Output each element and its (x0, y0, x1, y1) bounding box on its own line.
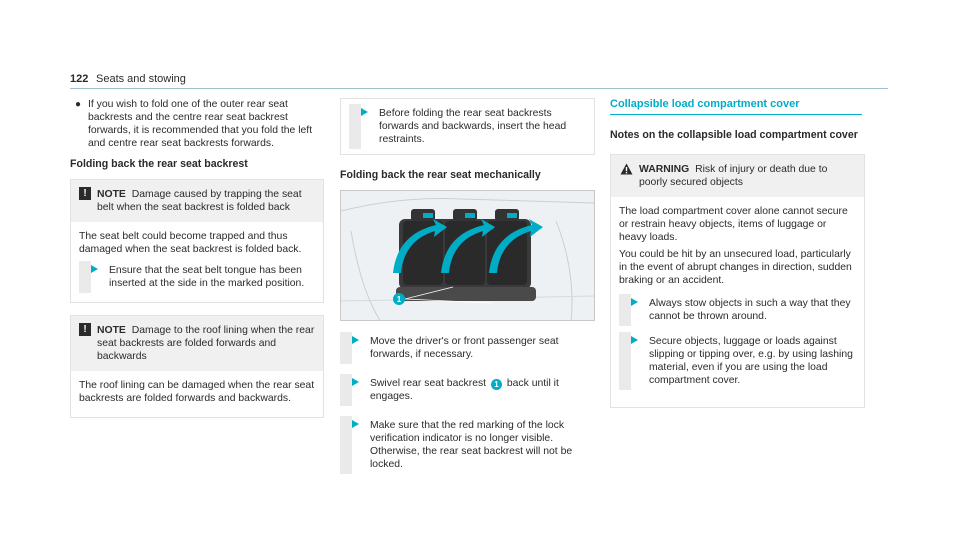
warning-body (611, 197, 864, 407)
exclamation-icon: ! (79, 187, 91, 200)
instruction-step (340, 335, 595, 361)
note-title: Damage to the roof lining when the rear seat backrests are folded forwards and backwards (97, 325, 315, 362)
arrow-right-icon (361, 108, 368, 116)
note-body (71, 222, 323, 302)
step-bar (349, 104, 361, 149)
instruction-step (349, 107, 586, 146)
warning-title: Risk of injury or death due to poorly secured objects (639, 164, 828, 188)
step-bar (619, 294, 631, 326)
warning-header (611, 155, 864, 197)
arrow-right-icon (631, 298, 638, 306)
column-middle (340, 98, 595, 487)
note-body (71, 371, 323, 417)
instruction-step (340, 377, 595, 403)
rear-seat-diagram (341, 191, 595, 321)
note-text: The seat belt could become trapped and thus damaged when the seat backrest is folded back. (79, 231, 302, 255)
arrow-right-icon (352, 378, 359, 386)
callout-badge: 1 (491, 379, 502, 390)
page-number: 122 (70, 73, 89, 85)
warning-label: WARNING (639, 164, 690, 175)
step-bar (340, 416, 352, 474)
instruction-step (619, 335, 856, 387)
instruction-step (340, 419, 595, 471)
exclamation-icon: ! (79, 323, 91, 336)
step-text-after: back until it engages. (370, 378, 559, 402)
bullet-icon: ● (75, 99, 82, 110)
step-text-before: Swivel rear seat backrest (370, 378, 487, 389)
warning-text: The load compartment cover alone cannot secure or restrain heavy objects, items of luggage or heavy loads. (619, 206, 848, 243)
note-box-roof-lining (70, 315, 324, 418)
note-box-seat-belt (70, 179, 324, 303)
arrow-right-icon (352, 420, 359, 428)
step-text: Move the driver's or front passenger seat forwards, if necessary. (370, 336, 559, 360)
note-label: NOTE (97, 325, 126, 336)
step-bar (79, 261, 91, 293)
step-bar (340, 374, 352, 406)
section-title-load-cover: Collapsible load compartment cover (610, 98, 862, 115)
bullet-text: If you wish to fold one of the outer rear seat backrests and the centre rear seat backrest forwards, it is recommended that you fold the left and centre rear seat backrests forwards. (88, 99, 313, 149)
step-bar (340, 332, 352, 364)
arrow-right-icon (91, 265, 98, 273)
instruction-step (619, 297, 856, 323)
warning-box (610, 154, 865, 408)
instruction-step (79, 264, 315, 290)
step-text: Always stow objects in such a way that they cannot be thrown around. (649, 298, 851, 322)
note-header (71, 316, 323, 371)
note-text: The roof lining can be damaged when the rear seat backrests are folded forwards and backwards. (79, 380, 315, 404)
section-heading: Folding back the rear seat mechanically (340, 169, 541, 181)
section-subheading: Notes on the collapsible load compartment cover (610, 129, 858, 141)
section-heading: Folding back the rear seat backrest (70, 158, 248, 170)
column-left (70, 98, 324, 430)
warning-text: You could be hit by an unsecured load, particularly in the event of abrupt changes in direction, sudden braking or an accident. (619, 249, 852, 286)
note-label: NOTE (97, 189, 126, 200)
figure-callout: 1 (396, 295, 402, 304)
step-text: Before folding the rear seat backrests forwards and backwards, insert the head restraints. (379, 108, 567, 145)
step-text: Ensure that the seat belt tongue has been inserted at the side in the marked position. (109, 265, 305, 289)
arrow-right-icon (631, 336, 638, 344)
list-item (70, 98, 324, 150)
section-title: Seats and stowing (96, 73, 186, 85)
page-header (70, 73, 888, 89)
step-text: Make sure that the red marking of the lock verification indicator is no longer visible. Otherwise, the rear seat backrest will not be locked. (370, 420, 573, 470)
step-text: Secure objects, luggage or loads against slipping or tipping over, e.g. by using lashing material, even if you are using the load compartment cover. (649, 336, 853, 386)
warning-triangle-icon (620, 163, 633, 175)
head-restraint-step-box (340, 98, 595, 155)
column-right (610, 98, 865, 408)
arrow-right-icon (352, 336, 359, 344)
rear-seat-illustration (340, 190, 595, 321)
note-header (71, 180, 323, 222)
step-bar (619, 332, 631, 390)
note-title: Damage caused by trapping the seat belt when the seat backrest is folded back (97, 189, 302, 213)
